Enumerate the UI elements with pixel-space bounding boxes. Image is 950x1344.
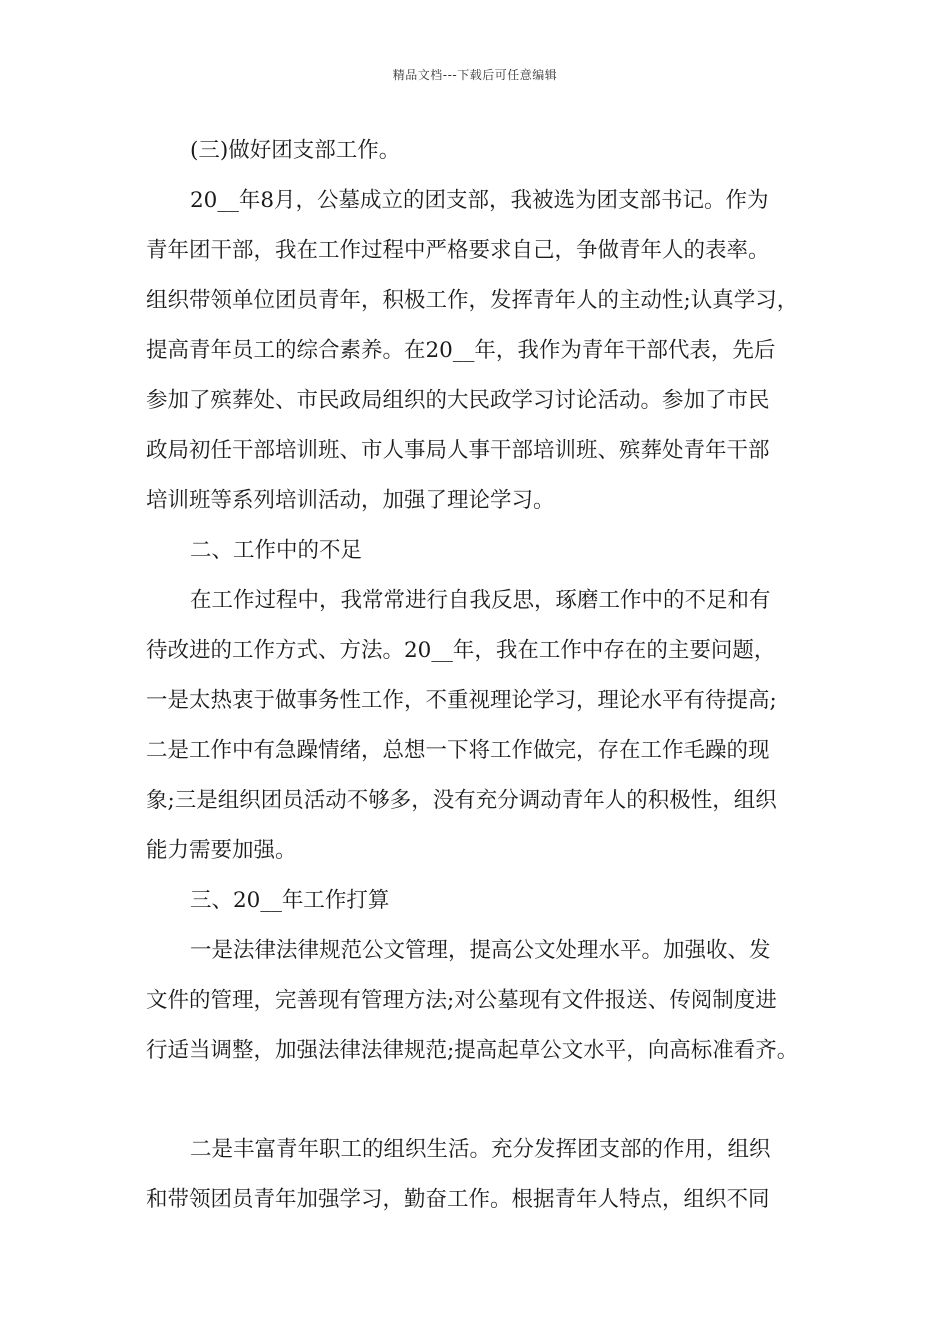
paragraph-line: 二是丰富青年职工的组织生活。充分发挥团支部的作用，组织 [190,1137,771,1162]
paragraph-line: 文件的管理，完善现有管理方法;对公墓现有文件报送、传阅制度进 [146,988,777,1013]
paragraph-line: 培训班等系列培训活动，加强了理论学习。 [146,488,555,513]
paragraph-line: 组织带领单位团员青年，积极工作，发挥青年人的主动性;认真学习， [146,288,799,313]
page-header: 精品文档---下载后可任意编辑 [392,68,558,82]
paragraph-line: 提高青年员工的综合素养。在20__年，我作为青年干部代表，先后 [146,338,776,363]
paragraph-line: 象;三是组织团员活动不够多，没有充分调动青年人的积极性，组织 [146,788,777,813]
paragraph-line: 青年团干部，我在工作过程中严格要求自己，争做青年人的表率。 [146,238,770,263]
paragraph-line: 在工作过程中，我常常进行自我反思，琢磨工作中的不足和有 [190,588,771,613]
paragraph-line: 待改进的工作方式、方法。20__年，我在工作中存在的主要问题， [146,638,776,663]
paragraph-line: 一是法律法律规范公文管理，提高公文处理水平。加强收、发 [190,938,771,963]
paragraph-line: 参加了殡葬处、市民政局组织的大民政学习讨论活动。参加了市民 [146,388,770,413]
paragraph-line: 二是工作中有急躁情绪，总想一下将工作做完，存在工作毛躁的现 [146,738,770,763]
paragraph-line: 一是太热衷于做事务性工作，不重视理论学习，理论水平有待提高; [146,688,777,713]
section-heading: 二、工作中的不足 [190,538,363,563]
section-heading: 三、20__年工作打算 [190,888,390,913]
paragraph-line: 政局初任干部培训班、市人事局人事干部培训班、殡葬处青年干部 [146,438,770,463]
section-heading: (三)做好团支部工作。 [190,138,401,163]
paragraph-line: 能力需要加强。 [146,838,297,863]
paragraph-line: 行适当调整，加强法律法律规范;提高起草公文水平，向高标准看齐。 [146,1038,799,1063]
paragraph-line: 20__年8月，公墓成立的团支部，我被选为团支部书记。作为 [190,188,769,213]
paragraph-line: 和带领团员青年加强学习，勤奋工作。根据青年人特点，组织不同 [146,1187,770,1212]
